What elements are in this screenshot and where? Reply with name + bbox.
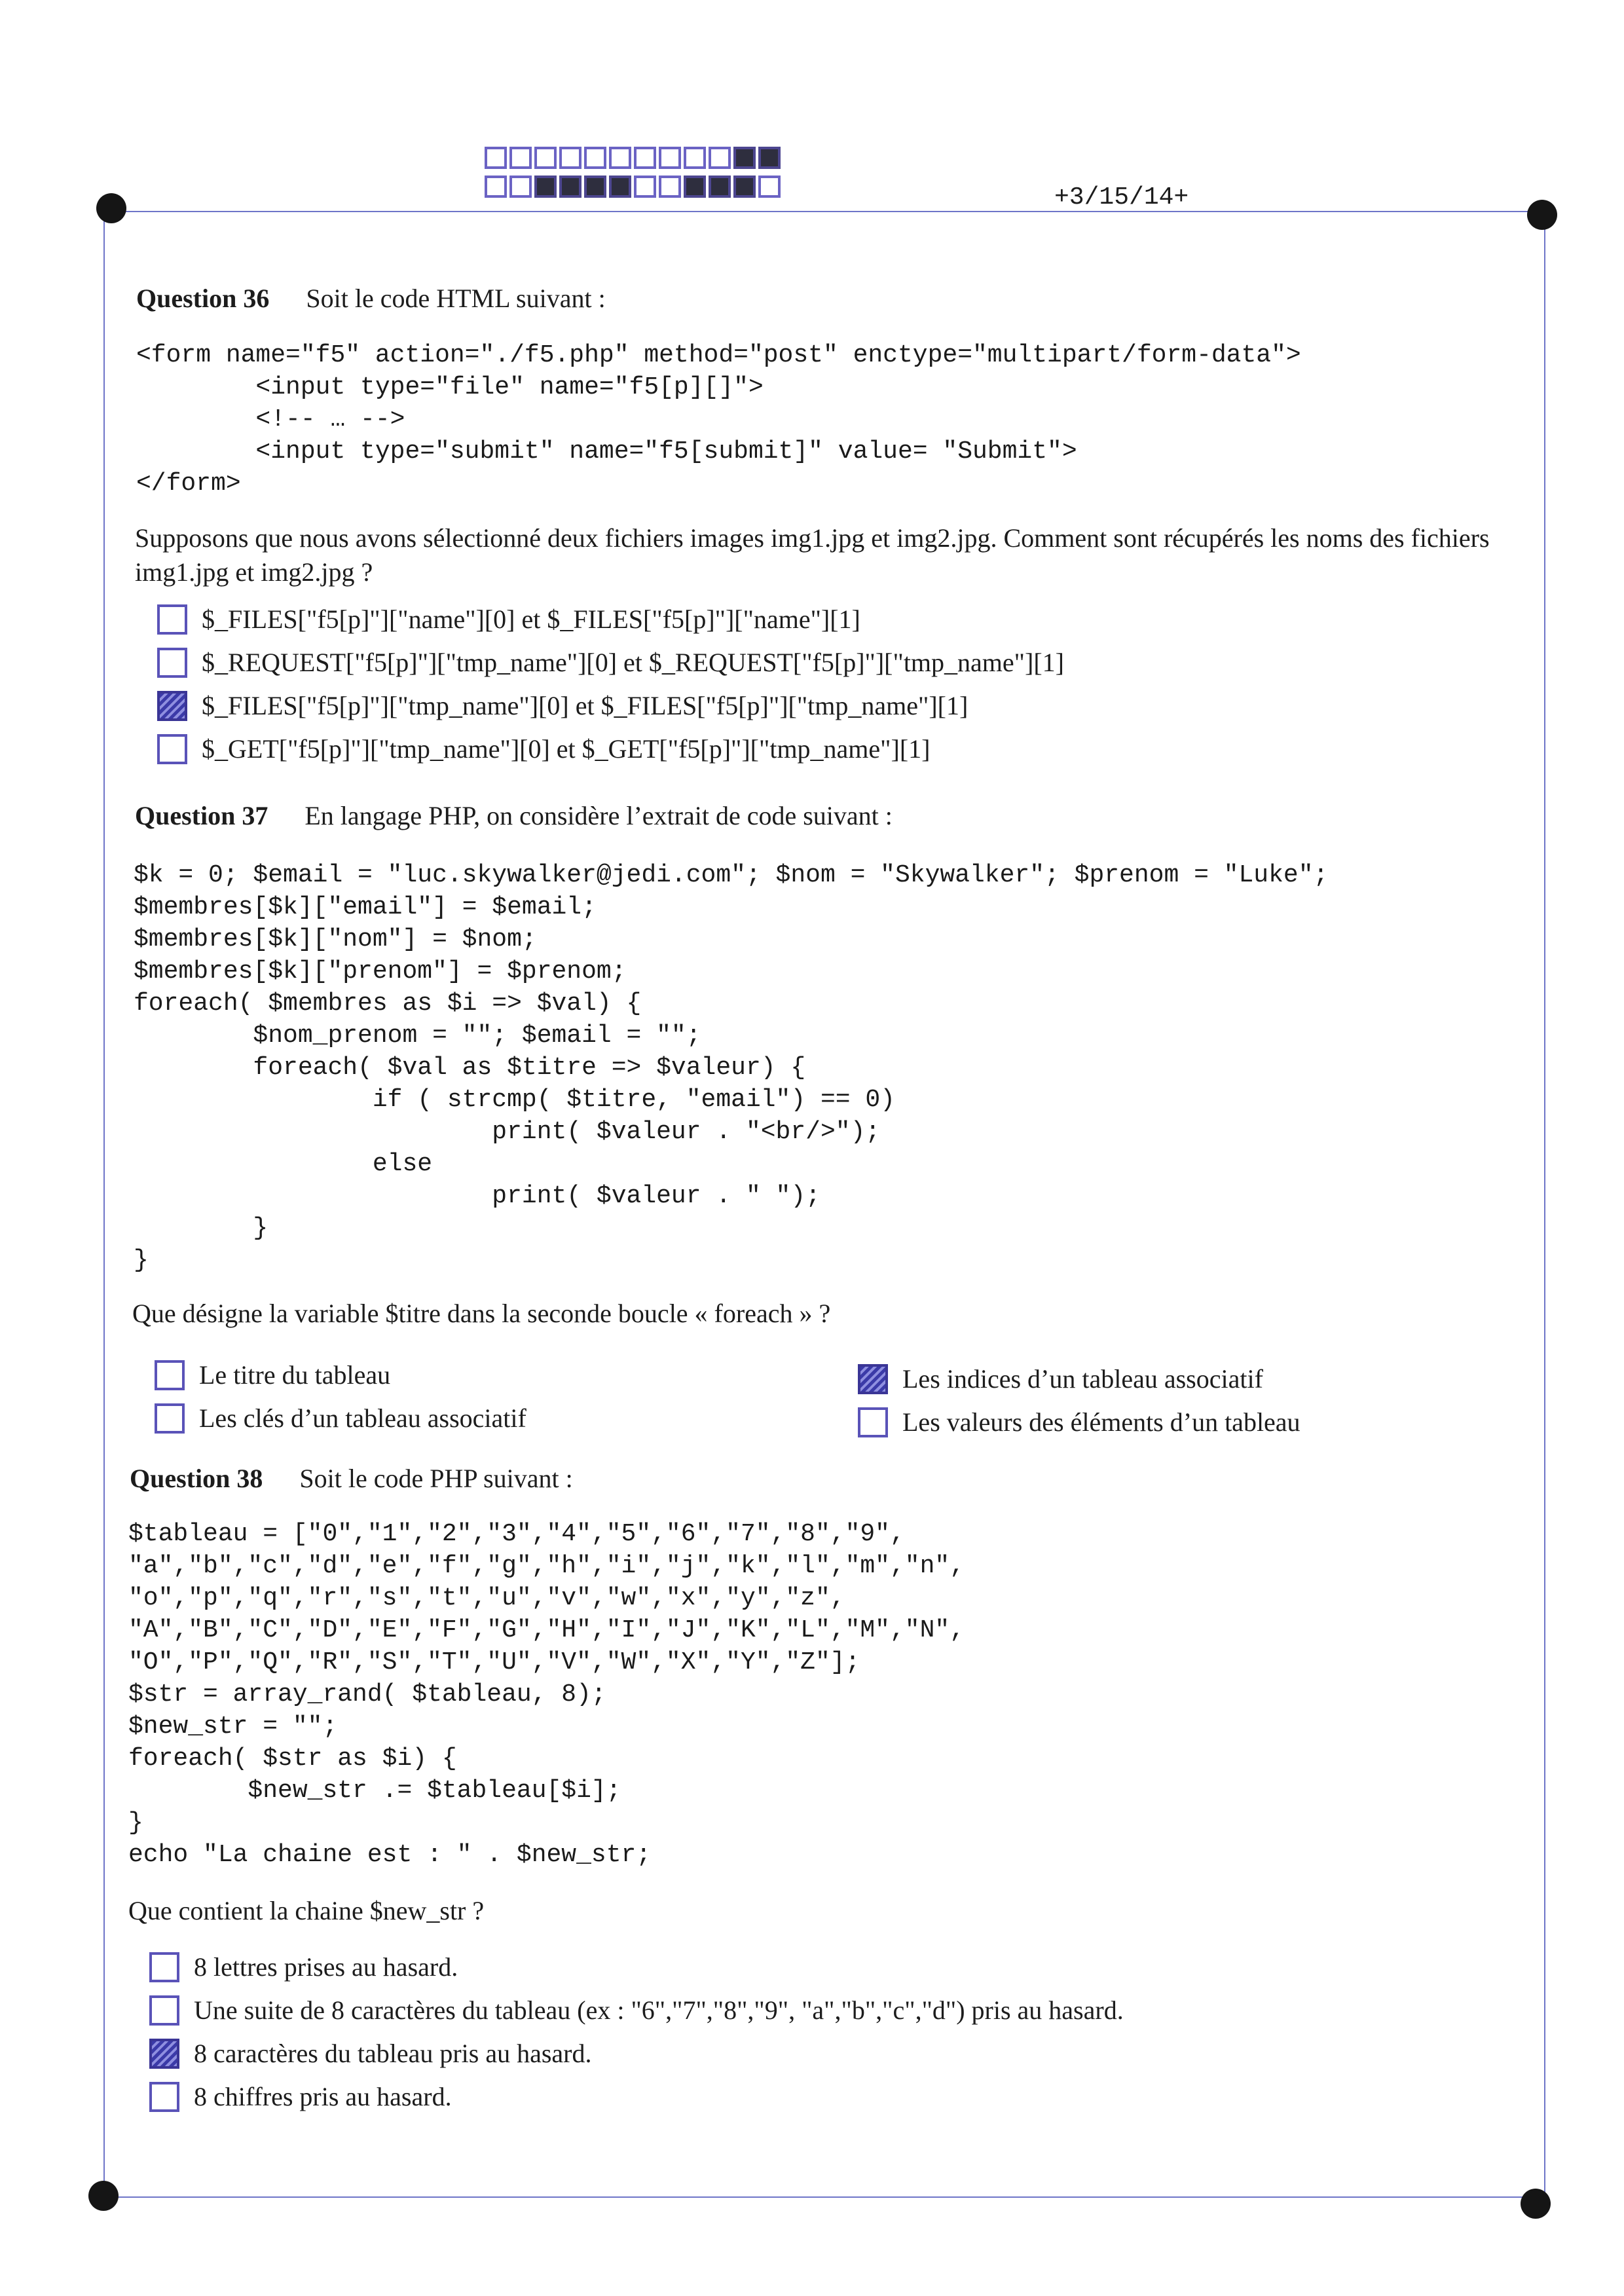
answer-option[interactable] bbox=[157, 604, 860, 635]
registration-mark-bottom-left bbox=[88, 2181, 119, 2211]
student-id-grid bbox=[485, 147, 781, 204]
question-37-code: $k = 0; $email = "luc.skywalker@jedi.com"; $nom = "Skywalker"; $prenom = "Luke"; $membres[$k]["email"] = $email; $membres[$k]["nom"] = $nom; $membres[$k]["prenom"] = $prenom; foreach( $membres as $i => $val) { $nom_prenom = ""; $email = ""; foreach( $val as $titre => $valeur) { if ( strcmp( $titre, "email") == 0) print( $valeur . "<br/>"); else print( $valeur . " "); } } bbox=[134, 861, 1329, 1274]
answer-option[interactable] bbox=[155, 1360, 390, 1390]
question-37-title bbox=[135, 800, 893, 831]
id-cell[interactable] bbox=[634, 176, 656, 198]
answer-checkbox-checked[interactable] bbox=[858, 1364, 888, 1394]
registration-mark-top-right bbox=[1527, 200, 1557, 230]
question-38-text: Que contient la chaine $new_str ? bbox=[128, 1896, 485, 1925]
question-38-code: $tableau = ["0","1","2","3","4","5","6","7","8","9", "a","b","c","d","e","f","g","h","i","j","k","l","m","n", "o","p","q","r","s","t","u","v","w","x","y","z", "A","B","C","D","E","F","G","H","I","J","K","L","M","N", "O","P","Q","R","S","T","U","V","W","X","Y","Z"]; $str = array_rand( $tableau, 8); $new_str = ""; foreach( $str as $i) { $new_str .= $tableau[$i]; } echo "La chaine est : " . $new_str; bbox=[128, 1520, 965, 1869]
answer-label: $_REQUEST["f5[p]"]["tmp_name"][0] et $_REQUEST["f5[p]"]["tmp_name"][1] bbox=[202, 648, 1064, 677]
id-cell-filled[interactable] bbox=[733, 147, 756, 169]
id-cell-filled[interactable] bbox=[559, 176, 581, 198]
answer-option[interactable] bbox=[149, 2081, 452, 2112]
id-cell[interactable] bbox=[758, 176, 781, 198]
id-cell[interactable] bbox=[509, 147, 532, 169]
answer-label: Les valeurs des éléments d’un tableau bbox=[902, 1407, 1301, 1437]
answer-checkbox[interactable] bbox=[858, 1407, 888, 1437]
answer-checkbox[interactable] bbox=[149, 2082, 179, 2112]
id-cell[interactable] bbox=[609, 147, 631, 169]
id-cell-filled[interactable] bbox=[758, 147, 781, 169]
question-label: Question 36 bbox=[136, 284, 270, 313]
question-prompt: Soit le code PHP suivant : bbox=[299, 1464, 573, 1493]
id-cell[interactable] bbox=[559, 147, 581, 169]
id-cell[interactable] bbox=[659, 176, 681, 198]
answer-checkbox[interactable] bbox=[155, 1403, 185, 1434]
answer-option[interactable] bbox=[149, 2038, 591, 2069]
id-cell[interactable] bbox=[485, 176, 507, 198]
question-prompt: En langage PHP, on considère l’extrait de code suivant : bbox=[304, 801, 893, 830]
id-cell[interactable] bbox=[584, 147, 606, 169]
id-cell-filled[interactable] bbox=[709, 176, 731, 198]
question-prompt: Soit le code HTML suivant : bbox=[306, 284, 606, 313]
answer-label: Le titre du tableau bbox=[199, 1360, 391, 1390]
answer-checkbox[interactable] bbox=[155, 1360, 185, 1390]
id-cell[interactable] bbox=[659, 147, 681, 169]
question-label: Question 38 bbox=[130, 1464, 263, 1493]
registration-mark-top-left bbox=[96, 193, 126, 223]
answer-checkbox[interactable] bbox=[149, 1995, 179, 2026]
answer-label: 8 lettres prises au hasard. bbox=[194, 1952, 458, 1982]
answer-label: $_FILES["f5[p]"]["name"][0] et $_FILES["f5[p]"]["name"][1] bbox=[202, 604, 860, 634]
answer-checkbox[interactable] bbox=[149, 1952, 179, 1982]
answer-checkbox-checked[interactable] bbox=[157, 691, 187, 721]
question-36-text: Supposons que nous avons sélectionné deux fichiers images img1.jpg et img2.jpg. Comment sont récupérés les noms des fichiers img1.jpg et img2.jpg ? bbox=[135, 523, 1490, 587]
id-cell[interactable] bbox=[709, 147, 731, 169]
answer-label: $_FILES["f5[p]"]["tmp_name"][0] et $_FILES["f5[p]"]["tmp_name"][1] bbox=[202, 691, 969, 720]
answer-option[interactable] bbox=[149, 1952, 458, 1982]
answer-label: 8 chiffres pris au hasard. bbox=[194, 2082, 452, 2111]
id-cell[interactable] bbox=[634, 147, 656, 169]
answer-option[interactable] bbox=[858, 1407, 1301, 1437]
question-38-title bbox=[130, 1463, 573, 1494]
answer-option[interactable] bbox=[149, 1995, 1124, 2026]
answer-checkbox[interactable] bbox=[157, 648, 187, 678]
answer-option[interactable] bbox=[157, 733, 930, 764]
id-cell-filled[interactable] bbox=[609, 176, 631, 198]
answer-label: Une suite de 8 caractères du tableau (ex : "6","7","8","9", "a","b","c","d") pris au hasard. bbox=[194, 1995, 1124, 2025]
page-code: +3/15/14+ bbox=[1054, 183, 1189, 212]
answer-label: 8 caractères du tableau pris au hasard. bbox=[194, 2039, 592, 2068]
question-label: Question 37 bbox=[135, 801, 268, 830]
answer-option[interactable] bbox=[858, 1363, 1263, 1394]
id-grid-row-2 bbox=[485, 176, 781, 198]
id-cell-filled[interactable] bbox=[584, 176, 606, 198]
answer-option[interactable] bbox=[157, 647, 1064, 678]
answer-option[interactable] bbox=[155, 1403, 526, 1434]
registration-mark-bottom-right bbox=[1521, 2189, 1551, 2219]
answer-checkbox[interactable] bbox=[157, 734, 187, 764]
id-cell[interactable] bbox=[534, 147, 557, 169]
question-36-code: <form name="f5" action="./f5.php" method="post" enctype="multipart/form-data"> <input type="file" name="f5[p][]"> <!-- … --> <input type="submit" name="f5[submit]" value= "Submit"> </form> bbox=[136, 341, 1301, 498]
answer-option[interactable] bbox=[157, 690, 968, 721]
answer-checkbox[interactable] bbox=[157, 604, 187, 635]
id-grid-row-1 bbox=[485, 147, 781, 169]
answer-label: Les indices d’un tableau associatif bbox=[902, 1364, 1263, 1394]
answer-label: $_GET["f5[p]"]["tmp_name"][0] et $_GET["f5[p]"]["tmp_name"][1] bbox=[202, 734, 931, 764]
question-37-text: Que désigne la variable $titre dans la seconde boucle « foreach » ? bbox=[132, 1299, 831, 1328]
id-cell-filled[interactable] bbox=[684, 176, 706, 198]
id-cell[interactable] bbox=[684, 147, 706, 169]
id-cell[interactable] bbox=[485, 147, 507, 169]
question-36-title bbox=[136, 283, 606, 314]
id-cell[interactable] bbox=[509, 176, 532, 198]
id-cell-filled[interactable] bbox=[534, 176, 557, 198]
answer-checkbox-checked[interactable] bbox=[149, 2039, 179, 2069]
answer-label: Les clés d’un tableau associatif bbox=[199, 1403, 526, 1433]
id-cell-filled[interactable] bbox=[733, 176, 756, 198]
